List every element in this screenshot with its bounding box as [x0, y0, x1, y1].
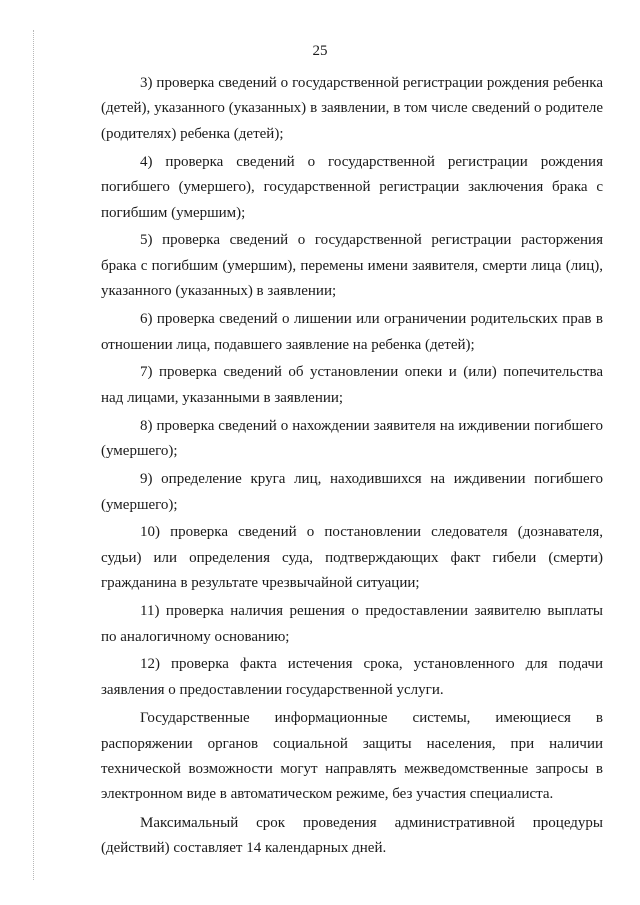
paragraph-item-9: 9) определение круга лиц, находившихся на иждивении погибшего (умершего);	[101, 471, 603, 513]
paragraph-item-7: 7) проверка сведений об установлении опеки и (или) попечительства над лицами, указанными в заявлении;	[101, 364, 603, 406]
paragraph-item-5: 5) проверка сведений о государственной регистрации расторжения брака с погибшим (умершим), перемены имени заявителя, смерти лица (лиц), указанного (указанных) в заявлении;	[101, 232, 603, 300]
paragraph-item-10: 10) проверка сведений о постановлении следователя (дознавателя, судьи) или определения суда, подтверждающих факт гибели (смерти) гражданина в результате чрезвычайной ситуации;	[101, 524, 603, 592]
paragraph-item-3: 3) проверка сведений о государственной регистрации рождения ребенка (детей), указанного (указанных) в заявлении, в том числе сведений о родителе (родителях) ребенка (детей);	[101, 75, 603, 142]
paragraph-information-systems: Государственные информационные системы, имеющиеся в распоряжении органов социальной защиты населения, при наличии технической возможности могут направлять межведомственные запросы в электронном виде в автоматическом режиме, без участия специалиста.	[101, 710, 603, 803]
paragraph-item-4: 4) проверка сведений о государственной регистрации рождения погибшего (умершего), государственной регистрации заключения брака с погибшим (умершим);	[101, 153, 603, 221]
paragraph-item-6: 6) проверка сведений о лишении или ограничении родительских прав в отношении лица, подавшего заявление на ребенка (детей);	[101, 311, 603, 353]
paragraph-item-8: 8) проверка сведений о нахождении заявителя на иждивении погибшего (умершего);	[101, 417, 603, 460]
paragraph-item-12: 12) проверка факта истечения срока, установленного для подачи заявления о предоставлении государственной услуги.	[101, 656, 603, 698]
binding-margin-line	[33, 30, 34, 880]
document-body	[101, 71, 603, 864]
paragraph-item-11: 11) проверка наличия решения о предоставлении заявителю выплаты по аналогичному основанию;	[101, 603, 603, 645]
paragraph-max-duration: Максимальный срок проведения административной процедуры (действий) составляет 14 календарных дней.	[101, 814, 603, 857]
page-number: 25	[312, 43, 328, 59]
